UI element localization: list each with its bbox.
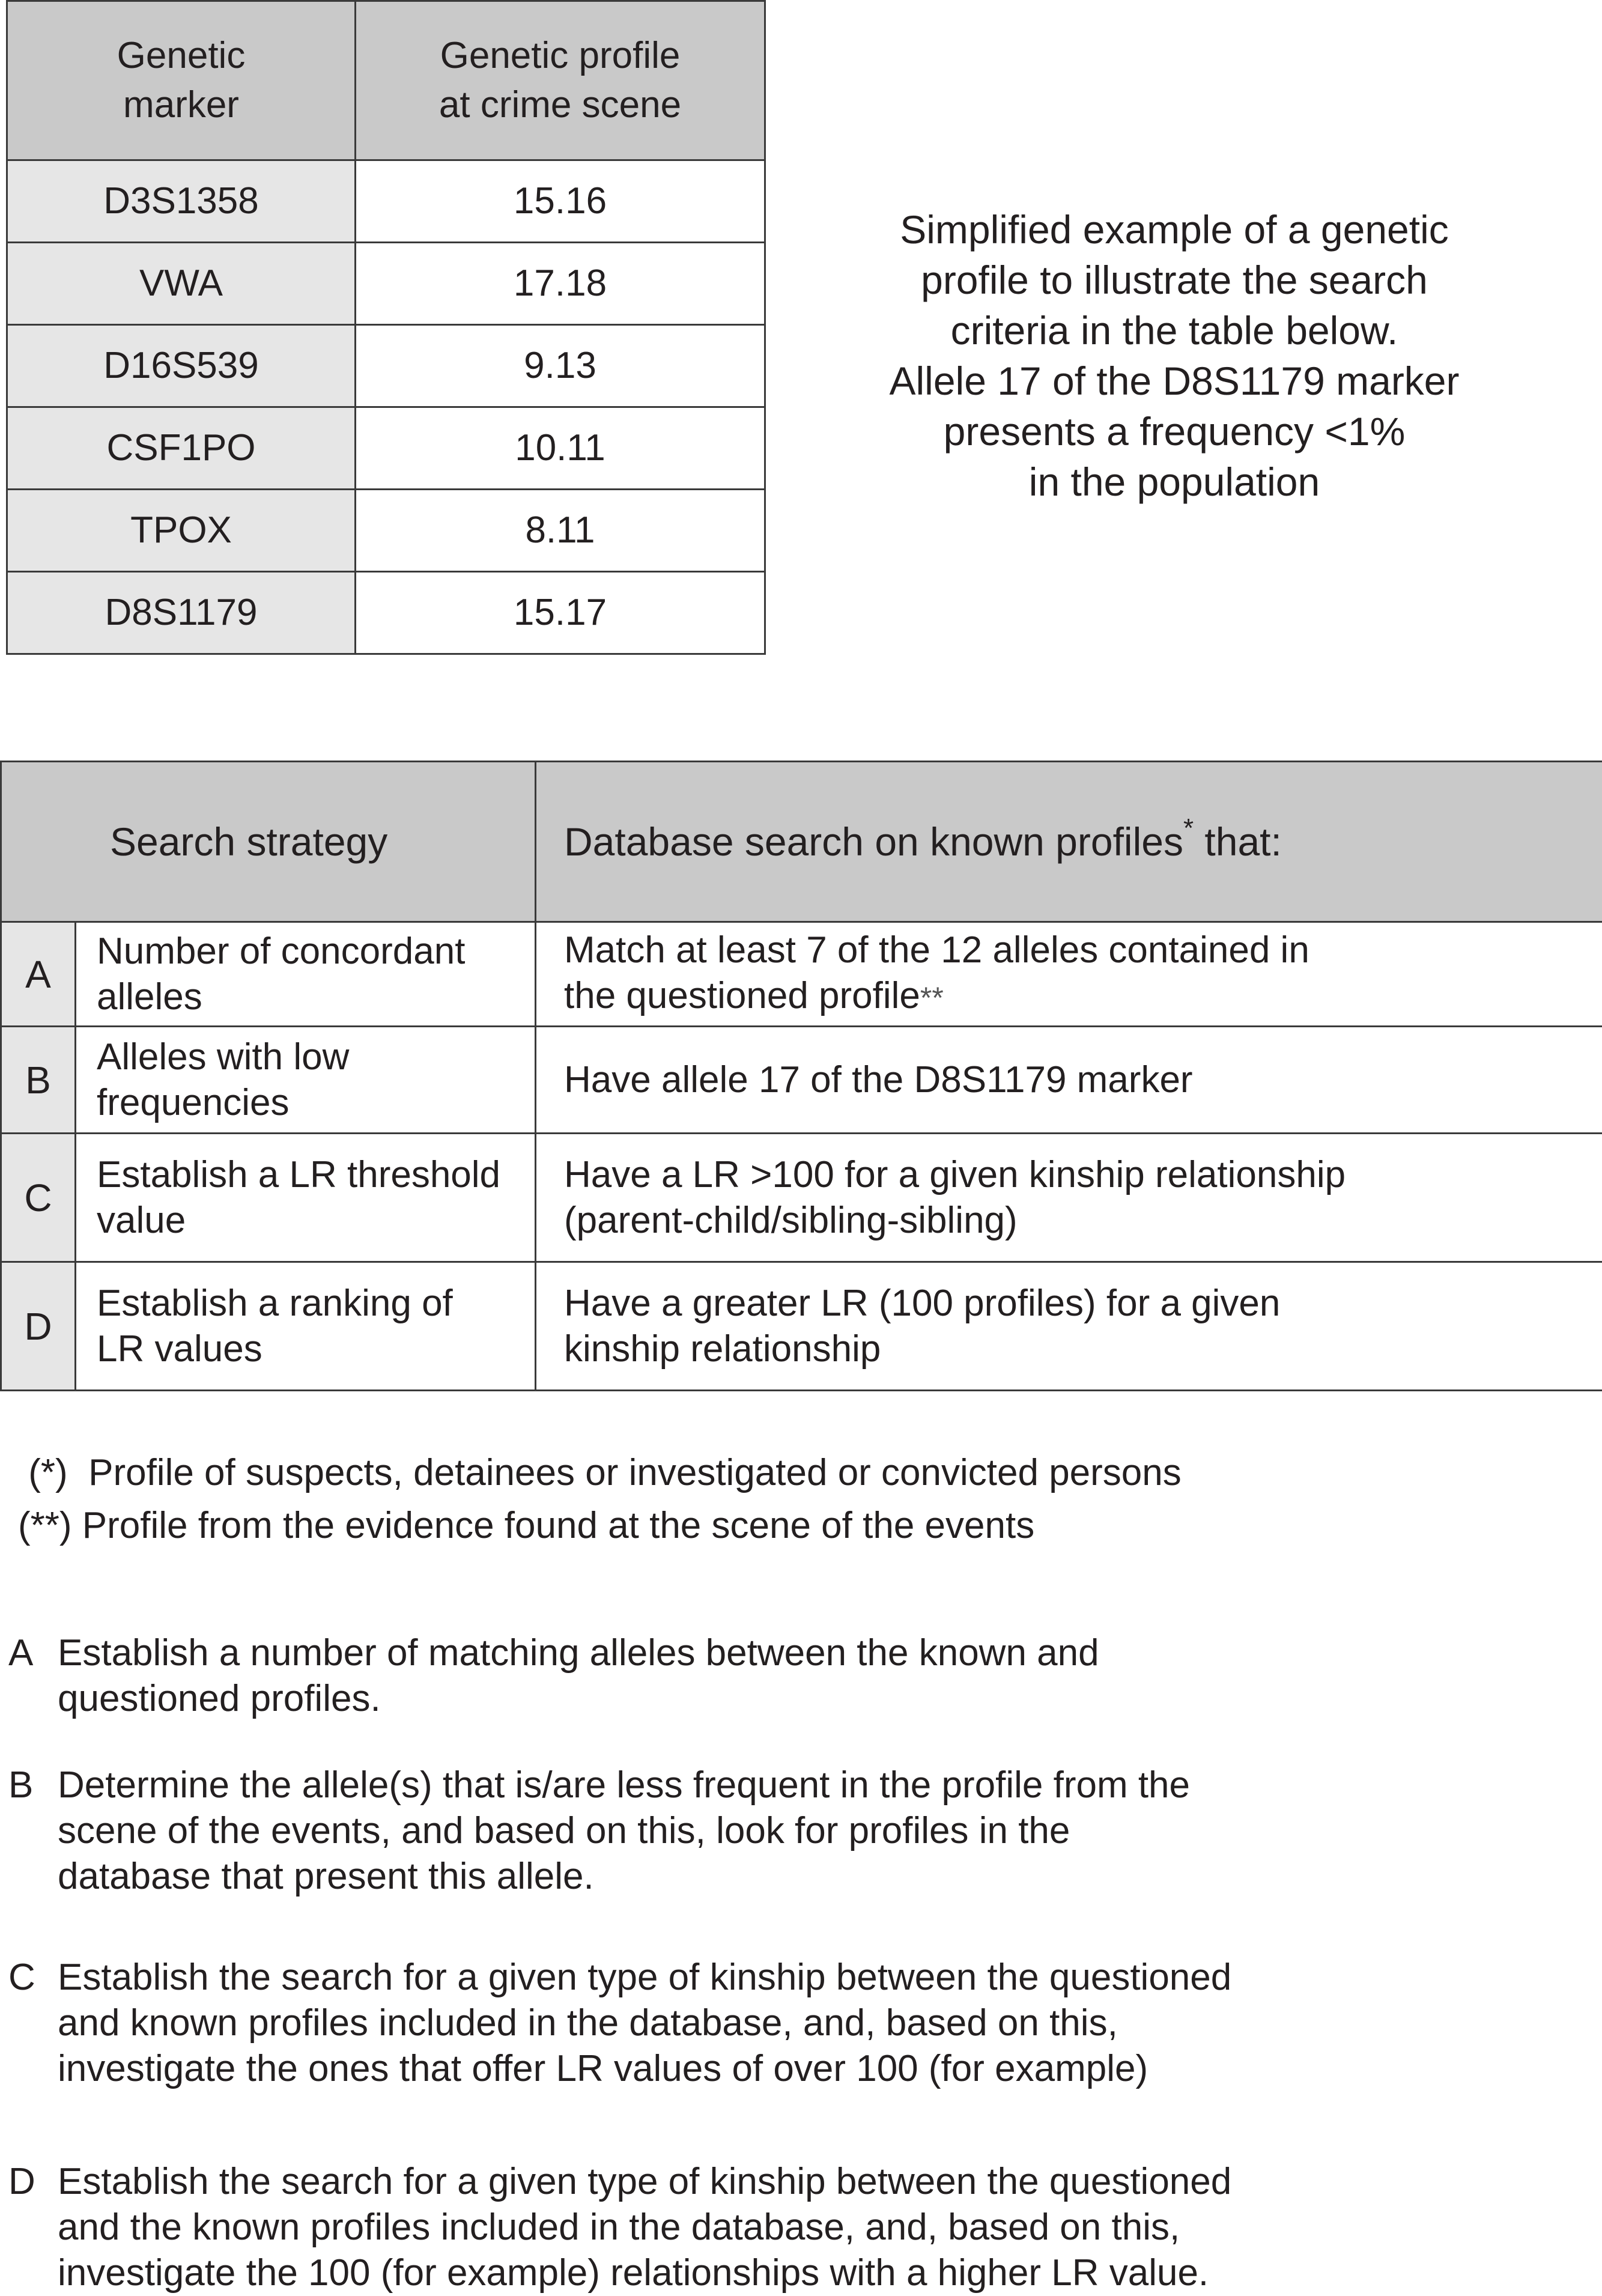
header-genetic-marker xyxy=(7,1,356,160)
marker-cell: CSF1PO xyxy=(7,407,356,490)
profile-cell: 9.13 xyxy=(356,325,765,407)
strategy-line: value xyxy=(97,1198,523,1244)
description-line: Have allele 17 of the D8S1179 marker xyxy=(564,1057,1578,1103)
strategy-letter: C xyxy=(1,1134,76,1262)
explanation-line: Establish a number of matching alleles between the known and xyxy=(58,1630,1319,1676)
description-line: Have a LR >100 for a given kinship relationship xyxy=(564,1152,1578,1198)
table-row xyxy=(1,922,1602,1027)
explanation-line: Establish the search for a given type of kinship between the questioned xyxy=(58,2159,1319,2205)
footnote-mark: * xyxy=(1183,813,1194,843)
explanation-label: A xyxy=(8,1630,33,1676)
table-row xyxy=(1,1262,1602,1391)
note-line: criteria in the table below. xyxy=(817,305,1532,356)
description-line: Match at least 7 of the 12 alleles contained in xyxy=(564,928,1578,973)
description-line: Have a greater LR (100 profiles) for a given xyxy=(564,1281,1578,1326)
header-database-search xyxy=(536,762,1602,922)
strategy-cell xyxy=(76,1134,536,1262)
note-line: Simplified example of a genetic xyxy=(817,204,1532,255)
strategy-line: Establish a ranking of xyxy=(97,1281,523,1326)
explanation-line: questioned profiles. xyxy=(58,1676,1319,1722)
description-cell xyxy=(536,1134,1602,1262)
explanation-line: and the known profiles included in the database, and, based on this, xyxy=(58,2205,1319,2250)
description-cell xyxy=(536,1262,1602,1391)
explanation-label: D xyxy=(8,2159,35,2205)
explanation-line: and known profiles included in the database, and, based on this, xyxy=(58,2000,1319,2046)
marker-cell: VWA xyxy=(7,243,356,325)
header-search-strategy: Search strategy xyxy=(1,762,536,922)
strategy-line: alleles xyxy=(97,974,523,1020)
marker-cell: TPOX xyxy=(7,490,356,572)
header-search-text: Database search on known profiles xyxy=(564,819,1183,864)
genetic-profile-table xyxy=(6,0,766,655)
strategy-line: Establish a LR threshold xyxy=(97,1152,523,1198)
marker-cell: D16S539 xyxy=(7,325,356,407)
footnote-mark: ** xyxy=(920,981,944,1015)
strategy-cell xyxy=(76,1262,536,1391)
description-cell xyxy=(536,922,1602,1027)
explanation-line: scene of the events, and based on this, look for profiles in the xyxy=(58,1808,1319,1854)
note-line: in the population xyxy=(817,457,1532,507)
header-marker-line-2: marker xyxy=(8,80,354,130)
footnote-evidence: (**) Profile from the evidence found at the scene of the events xyxy=(18,1502,1034,1550)
table-row xyxy=(1,1027,1602,1134)
strategy-letter: D xyxy=(1,1262,76,1391)
note-line: presents a frequency <1% xyxy=(817,406,1532,457)
marker-cell: D3S1358 xyxy=(7,160,356,243)
table-row xyxy=(7,243,765,325)
explanation-line: investigate the 100 (for example) relationships with a higher LR value. xyxy=(58,2250,1319,2296)
strategy-line: Number of concordant xyxy=(97,929,523,974)
header-marker-line-1: Genetic xyxy=(8,31,354,80)
strategy-line: LR values xyxy=(97,1326,523,1372)
header-profile-line-2: at crime scene xyxy=(356,80,764,130)
strategy-cell xyxy=(76,1027,536,1134)
table-row xyxy=(7,407,765,490)
header-search-end: that: xyxy=(1194,819,1282,864)
note-line: profile to illustrate the search xyxy=(817,255,1532,305)
profile-cell: 10.11 xyxy=(356,407,765,490)
profile-cell: 17.18 xyxy=(356,243,765,325)
strategy-line: Alleles with low xyxy=(97,1034,523,1080)
explanation-line: database that present this allele. xyxy=(58,1854,1319,1900)
explanation-line: Establish the search for a given type of kinship between the questioned xyxy=(58,1955,1319,2000)
strategy-letter: A xyxy=(1,922,76,1027)
strategy-letter: B xyxy=(1,1027,76,1134)
side-note xyxy=(817,204,1532,507)
note-line: Allele 17 of the D8S1179 marker xyxy=(817,356,1532,406)
explanation-line: Determine the allele(s) that is/are less frequent in the profile from the xyxy=(58,1763,1319,1808)
explanation-label: B xyxy=(8,1763,33,1808)
table-row xyxy=(1,1134,1602,1262)
explanation-line: investigate the ones that offer LR values of over 100 (for example) xyxy=(58,2046,1319,2092)
marker-cell: D8S1179 xyxy=(7,572,356,654)
profile-cell: 8.11 xyxy=(356,490,765,572)
header-genetic-profile xyxy=(356,1,765,160)
description-cell xyxy=(536,1027,1602,1134)
profile-cell: 15.17 xyxy=(356,572,765,654)
profile-cell: 15.16 xyxy=(356,160,765,243)
explanation-label: C xyxy=(8,1955,35,2000)
description-line: the questioned profile xyxy=(564,975,920,1016)
footnote-suspects: (*) Profile of suspects, detainees or investigated or convicted persons xyxy=(18,1449,1182,1497)
description-line: kinship relationship xyxy=(564,1326,1578,1372)
strategy-cell xyxy=(76,922,536,1027)
header-profile-line-1: Genetic profile xyxy=(356,31,764,80)
description-line: (parent-child/sibling-sibling) xyxy=(564,1198,1578,1244)
search-strategy-table xyxy=(0,761,1602,1391)
table-row xyxy=(7,325,765,407)
table-row xyxy=(7,572,765,654)
strategy-line: frequencies xyxy=(97,1080,523,1126)
table-row xyxy=(7,160,765,243)
table-row xyxy=(7,490,765,572)
